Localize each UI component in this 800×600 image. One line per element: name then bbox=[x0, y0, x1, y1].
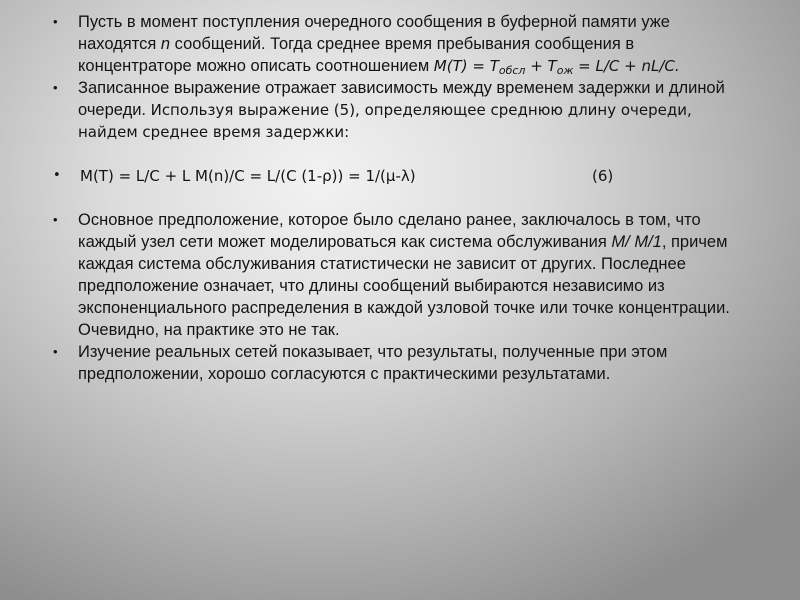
formula-subscript-wait: ож bbox=[556, 64, 574, 77]
bullet-icon: • bbox=[53, 212, 58, 227]
bullet-icon: • bbox=[53, 80, 58, 95]
paragraph-text: Записанное выражение отражает зависимость между временем задержки и длиной очереди. bbox=[78, 79, 725, 119]
bullet-icon: • bbox=[53, 168, 61, 183]
formula-subscript-service: обсл bbox=[498, 64, 526, 77]
spacer bbox=[50, 143, 750, 165]
bullet-icon: • bbox=[53, 344, 58, 359]
formula-number: (6) bbox=[592, 167, 614, 185]
paragraph-text-alt-font: Используя выражение (5), определяющее среднюю длину очереди, найдем среднее время задержки: bbox=[78, 101, 692, 141]
bullet-item-3 bbox=[50, 209, 750, 341]
paragraph-text: , причем каждая система обслуживания статистически не зависит от других. Последнее предположение означает, что длины сообщений выбираются независимо из экспоненциального распределения в каждой узловой точке или точке концентрации. Очевидно, на практике это не так. bbox=[78, 233, 730, 339]
bullet-item-2 bbox=[50, 77, 750, 143]
formula-lhs: M(T) = T bbox=[433, 57, 499, 75]
paragraph-text: Пусть в момент поступления очередного сообщения в буферной памяти уже находятся bbox=[78, 13, 670, 53]
formula-row bbox=[50, 165, 750, 187]
bullet-icon: • bbox=[53, 14, 58, 29]
spacer bbox=[50, 187, 750, 209]
paragraph-text: сообщений. Тогда среднее время пребывания сообщения в концентраторе можно описать соотношением bbox=[78, 35, 635, 75]
queue-model-notation: M/ M/1 bbox=[611, 233, 662, 251]
inline-formula bbox=[434, 57, 680, 75]
bullet-item-4 bbox=[50, 341, 750, 385]
variable-n: n bbox=[160, 35, 171, 53]
bullet-item-1 bbox=[50, 11, 750, 77]
formula-plus: + T bbox=[525, 57, 557, 75]
paragraph-text: Основное предположение, которое было сделано ранее, заключалось в том, что каждый узел сети может моделироваться как система обслуживания bbox=[78, 211, 701, 251]
slide-body bbox=[50, 11, 750, 385]
formula-rhs: = L/C + nL/C. bbox=[573, 57, 680, 75]
formula-text: M(T) = L/C + L M(n)/C = L/(C (1-ρ)) = 1/(μ-λ) bbox=[80, 167, 416, 185]
paragraph-text: Изучение реальных сетей показывает, что результаты, полученные при этом предположении, хорошо согласуются с практическими результатами. bbox=[78, 343, 668, 383]
